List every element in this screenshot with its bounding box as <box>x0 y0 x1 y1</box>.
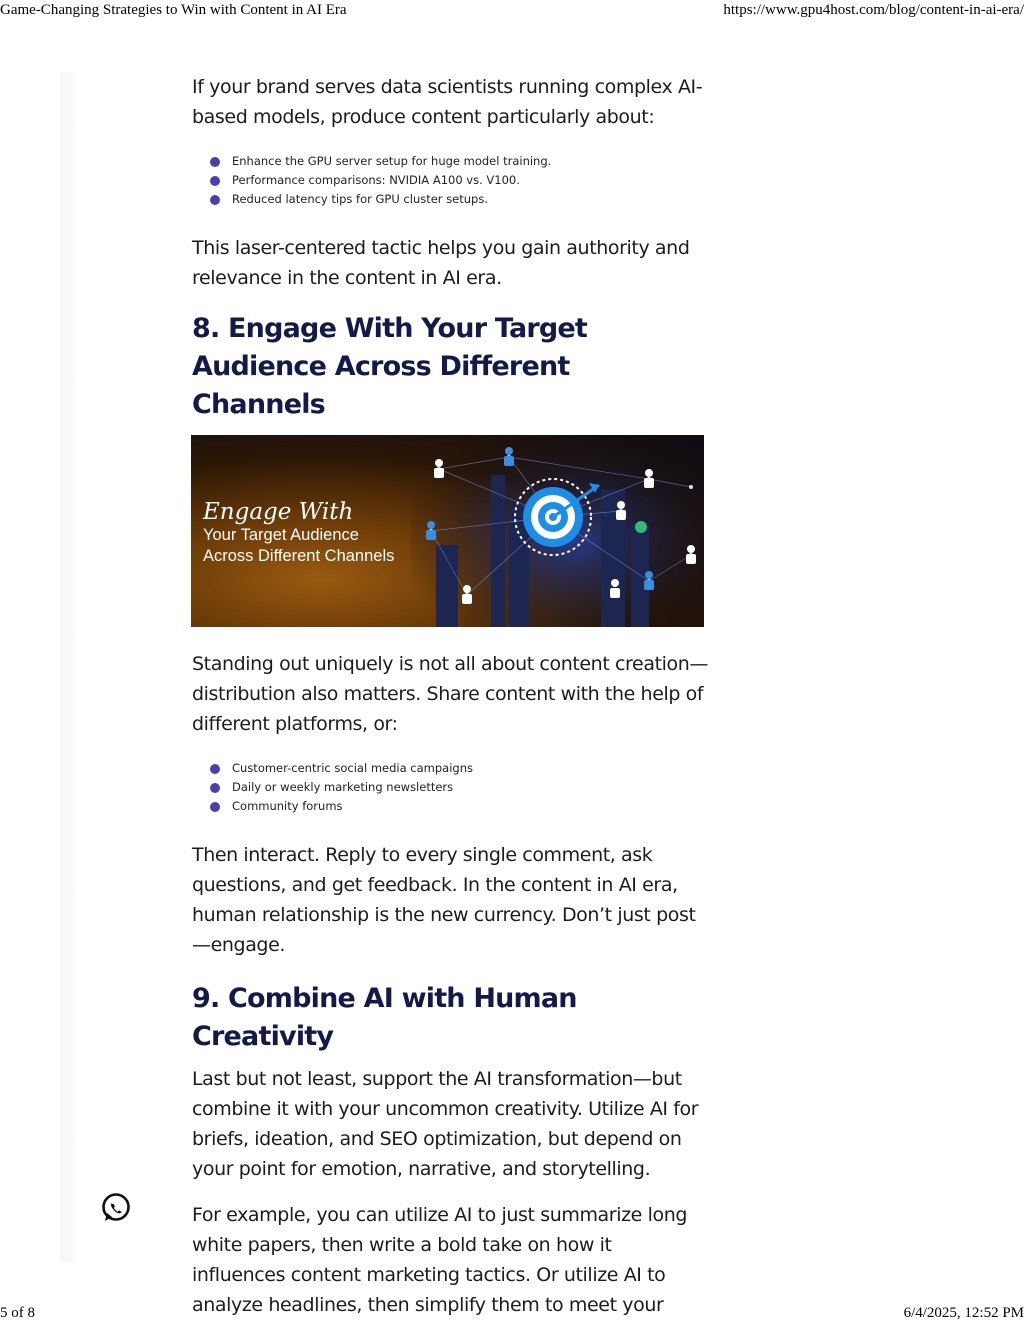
whatsapp-icon[interactable] <box>100 1192 132 1224</box>
print-footer <box>0 1303 1024 1325</box>
list-item <box>210 778 708 797</box>
bullet-dot-icon <box>210 176 220 186</box>
print-page-url[interactable]: https://www.gpu4host.com/blog/content-in-ai-era/ <box>723 2 1024 18</box>
intro-paragraph: If your brand serves data scientists running complex AI-based models, produce content particularly about: <box>192 76 703 128</box>
bullet-dot-icon <box>210 764 220 774</box>
article-body <box>192 72 708 1316</box>
list-item-text: Community forums <box>232 799 343 813</box>
section-9-paragraph-1: Last but not least, support the AI transformation—but combine it with your uncommon creativity. Utilize AI for briefs, ideation, and SEO optimization, but depend on your point for emotion, narrative, and storytelling. <box>192 1068 699 1180</box>
list-item <box>210 759 708 778</box>
section-8-bullet-list <box>192 759 708 816</box>
sidebar-strip <box>60 72 76 1262</box>
list-item <box>210 171 708 190</box>
list-item <box>210 797 708 816</box>
section-8-heading: 8. Engage With Your Target Audience Across Different Channels <box>192 313 588 420</box>
tactic-paragraph: This laser-centered tactic helps you gain authority and relevance in the content in AI era. <box>192 237 690 289</box>
list-item <box>210 152 708 171</box>
list-item-text: Customer-centric social media campaigns <box>232 761 473 775</box>
intro-bullet-list <box>192 152 708 209</box>
banner-title: Engage With <box>203 499 354 525</box>
print-page-title: Game-Changing Strategies to Win with Content in AI Era <box>0 2 347 18</box>
list-item <box>210 190 708 209</box>
section-8-paragraph-1: Standing out uniquely is not all about content creation—distribution also matters. Share content with the help of different platforms, or: <box>192 653 708 735</box>
section-8-banner-image <box>191 435 704 627</box>
print-header <box>0 0 1024 22</box>
bullet-dot-icon <box>210 802 220 812</box>
list-item-text: Daily or weekly marketing newsletters <box>232 780 454 794</box>
banner-line-1: Your Target Audience <box>203 526 359 544</box>
bullet-dot-icon <box>210 783 220 793</box>
print-page-number: 5 of 8 <box>0 1305 35 1321</box>
list-item-text: Enhance the GPU server setup for huge model training. <box>232 154 552 168</box>
section-8-paragraph-2: Then interact. Reply to every single comment, ask questions, and get feedback. In the content in AI era, human relationship is the new currency. Don’t just post—engage. <box>192 844 696 956</box>
bullet-dot-icon <box>210 195 220 205</box>
list-item-text: Performance comparisons: NVIDIA A100 vs. V100. <box>232 173 520 187</box>
list-item-text: Reduced latency tips for GPU cluster setups. <box>232 192 489 206</box>
print-datetime: 6/4/2025, 12:52 PM <box>903 1305 1024 1321</box>
bullet-dot-icon <box>210 157 220 167</box>
banner-line-2: Across Different Channels <box>203 547 395 565</box>
section-9-heading: 9. Combine AI with Human Creativity <box>192 983 577 1052</box>
section-9-paragraph-2: For example, you can utilize AI to just summarize long white papers, then write a bold take on how it influences content marketing tactics. Or utilize AI to analyze headlines, then simplify them to meet your <box>192 1204 687 1316</box>
